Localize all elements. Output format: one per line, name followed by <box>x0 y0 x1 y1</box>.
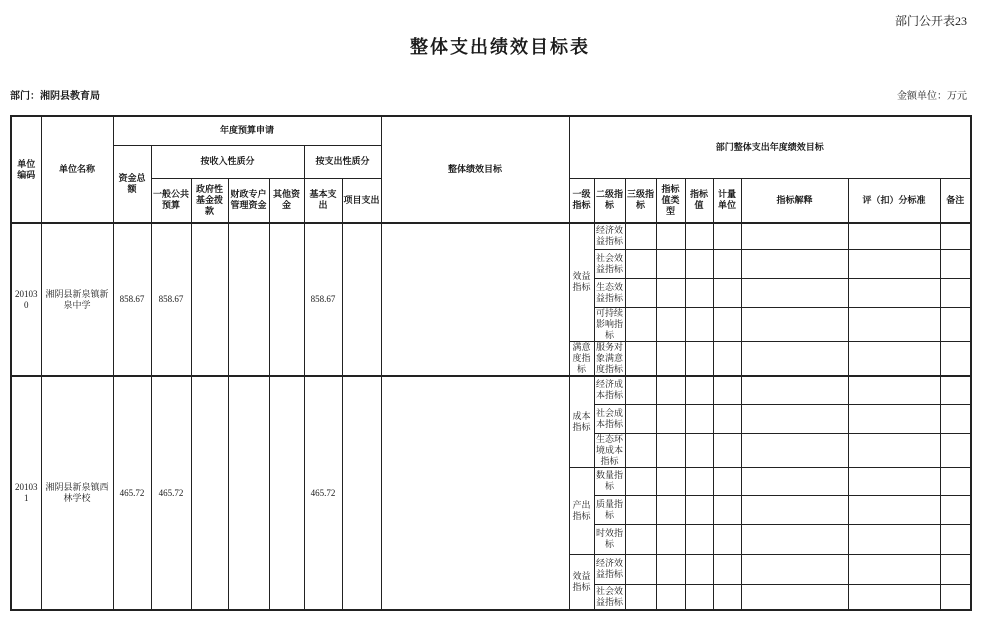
unit-of-measure-cell <box>713 404 741 433</box>
header-general-public-budget: 一般公共预算 <box>151 178 191 223</box>
level3-indicator-cell <box>625 467 656 495</box>
indicator-value-type-cell <box>656 278 685 307</box>
header-annual-budget-request: 年度预算申请 <box>113 116 381 145</box>
level3-indicator-cell <box>625 307 656 341</box>
scoring-standard-cell <box>848 278 940 307</box>
level3-indicator-cell <box>625 404 656 433</box>
indicator-value-type-cell <box>656 223 685 249</box>
level3-indicator-cell <box>625 524 656 554</box>
unit-of-measure-cell <box>713 249 741 278</box>
unit-of-measure-cell <box>713 376 741 404</box>
indicator-explanation-cell <box>741 467 848 495</box>
fiscal-account-cell <box>228 376 269 610</box>
level2-indicator-cell: 社会成本指标 <box>594 404 625 433</box>
level2-indicator-cell: 生态环境成本指标 <box>596 433 624 466</box>
remark-cell <box>940 223 971 249</box>
header-level3-indicator: 三级指标 <box>625 178 656 223</box>
indicator-explanation-cell <box>741 554 848 584</box>
unit-code-cell: 201030 <box>11 223 41 376</box>
header-level2-indicator: 二级指标 <box>594 178 625 223</box>
indicator-value-type-cell <box>656 307 685 341</box>
remark-cell <box>940 249 971 278</box>
project-expenditure-cell <box>342 223 381 376</box>
unit-of-measure-cell <box>713 278 741 307</box>
indicator-value-cell <box>685 341 713 376</box>
level2-indicator-cell: 经济效益指标 <box>594 223 625 249</box>
level3-indicator-cell <box>625 249 656 278</box>
department-label: 部门：湘阴县教育局 <box>10 91 100 102</box>
gov-fund-cell <box>191 376 228 610</box>
table-row <box>11 376 971 404</box>
remark-cell <box>940 554 971 584</box>
unit-of-measure-cell <box>713 584 741 610</box>
unit-of-measure-cell <box>713 433 741 467</box>
scoring-standard-cell <box>848 249 940 278</box>
general-public-budget-cell: 858.67 <box>151 223 191 376</box>
header-indicator-value: 指标值 <box>685 178 713 223</box>
header-total-funds: 资金总额 <box>113 145 151 223</box>
indicator-value-type-cell <box>656 404 685 433</box>
header-unit-name: 单位名称 <box>41 116 113 223</box>
page-title: 整体支出绩效目标表 <box>410 37 590 57</box>
indicator-value-type-cell <box>656 524 685 554</box>
unit-of-measure-cell <box>713 554 741 584</box>
indicator-value-type-cell <box>656 495 685 524</box>
indicator-explanation-cell <box>741 278 848 307</box>
level2-indicator-cell: 时效指标 <box>594 524 625 554</box>
level1-indicator-cell: 效益指标 <box>569 554 594 610</box>
indicator-value-cell <box>685 223 713 249</box>
level2-indicator-cell: 服务对象满意度指标 <box>594 341 625 376</box>
header-unit-code: 单位编码 <box>11 116 41 223</box>
scoring-standard-cell <box>848 554 940 584</box>
level2-indicator-cell: 可持续影响指标 <box>596 307 624 340</box>
unit-of-measure-cell <box>713 467 741 495</box>
indicator-explanation-cell <box>741 223 848 249</box>
indicator-explanation-cell <box>741 341 848 376</box>
level3-indicator-cell <box>625 223 656 249</box>
indicator-value-type-cell <box>656 376 685 404</box>
overall-target-cell <box>381 223 569 376</box>
doc-number: 部门公开表23 <box>894 14 967 28</box>
scoring-standard-cell <box>848 376 940 404</box>
indicator-value-type-cell <box>656 341 685 376</box>
performance-table <box>10 115 972 611</box>
indicator-explanation-cell <box>741 524 848 554</box>
level3-indicator-cell <box>625 433 656 467</box>
level2-indicator-cell: 社会效益指标 <box>594 249 625 278</box>
other-funds-cell <box>269 223 304 376</box>
level3-indicator-cell <box>625 495 656 524</box>
scoring-standard-cell <box>848 223 940 249</box>
header-basic-expenditure: 基本支出 <box>304 178 342 223</box>
remark-cell <box>940 278 971 307</box>
indicator-value-cell <box>685 467 713 495</box>
overall-target-cell <box>381 376 569 610</box>
indicator-value-cell <box>685 249 713 278</box>
indicator-explanation-cell <box>741 495 848 524</box>
indicator-value-cell <box>685 404 713 433</box>
unit-name-cell: 湘阴县新泉镇新泉中学 <box>41 223 113 376</box>
header-remarks: 备注 <box>940 178 971 223</box>
indicator-value-cell <box>685 433 713 467</box>
indicator-explanation-cell <box>741 433 848 467</box>
indicator-value-type-cell <box>656 249 685 278</box>
unit-code-cell: 201031 <box>11 376 41 610</box>
indicator-value-type-cell <box>656 467 685 495</box>
table-row <box>11 223 971 249</box>
indicator-value-type-cell <box>656 584 685 610</box>
fiscal-account-cell <box>228 223 269 376</box>
unit-of-measure-cell <box>713 223 741 249</box>
header-gov-fund-allocation: 政府性基金拨款 <box>191 178 228 223</box>
indicator-value-type-cell <box>656 554 685 584</box>
scoring-standard-cell <box>848 433 940 467</box>
header-row-1 <box>11 116 971 145</box>
unit-of-measure-cell <box>713 341 741 376</box>
header-by-expenditure-nature: 按支出性质分 <box>304 145 381 178</box>
header-by-income-nature: 按收入性质分 <box>151 145 304 178</box>
indicator-value-cell <box>685 307 713 341</box>
basic-expenditure-cell: 858.67 <box>304 223 342 376</box>
gov-fund-cell <box>191 223 228 376</box>
remark-cell <box>940 495 971 524</box>
level1-indicator-cell: 效益指标 <box>569 223 594 341</box>
scoring-standard-cell <box>848 495 940 524</box>
header-indicator-value-type: 指标值类型 <box>656 178 685 223</box>
indicator-value-cell <box>685 584 713 610</box>
unit-name-cell: 湘阴县新泉镇西林学校 <box>41 376 113 610</box>
level3-indicator-cell <box>625 554 656 584</box>
remark-cell <box>940 376 971 404</box>
indicator-explanation-cell <box>741 584 848 610</box>
header-fiscal-special-account: 财政专户管理资金 <box>228 178 269 223</box>
indicator-explanation-cell <box>741 249 848 278</box>
header-overall-performance-target: 整体绩效目标 <box>381 116 569 223</box>
indicator-value-cell <box>685 524 713 554</box>
unit-of-measure-cell <box>713 524 741 554</box>
header-level1-indicator: 一级指标 <box>569 178 594 223</box>
remark-cell <box>940 467 971 495</box>
remark-cell <box>940 524 971 554</box>
unit-of-measure-cell <box>713 307 741 341</box>
level1-indicator-cell: 满意度指标 <box>569 341 594 376</box>
remark-cell <box>940 433 971 467</box>
scoring-standard-cell <box>848 524 940 554</box>
header-scoring-standard: 评（扣）分标准 <box>848 178 940 223</box>
remark-cell <box>940 584 971 610</box>
level2-indicator-cell: 质量指标 <box>594 495 625 524</box>
scoring-standard-cell <box>848 584 940 610</box>
level2-indicator-cell: 经济成本指标 <box>594 376 625 404</box>
indicator-value-cell <box>685 376 713 404</box>
indicator-explanation-cell <box>741 376 848 404</box>
total-funds-cell: 465.72 <box>113 376 151 610</box>
level1-indicator-cell: 产出指标 <box>569 467 594 554</box>
scoring-standard-cell <box>848 467 940 495</box>
header-other-funds: 其他资金 <box>269 178 304 223</box>
level2-indicator-cell: 生态效益指标 <box>594 278 625 307</box>
remark-cell <box>940 341 971 376</box>
indicator-value-cell <box>685 495 713 524</box>
level3-indicator-cell <box>625 341 656 376</box>
scoring-standard-cell <box>848 341 940 376</box>
remark-cell <box>940 307 971 341</box>
indicator-value-cell <box>685 278 713 307</box>
scoring-standard-cell <box>848 307 940 341</box>
indicator-value-cell <box>685 554 713 584</box>
level2-indicator-cell: 经济效益指标 <box>594 554 625 584</box>
level2-indicator-cell: 数量指标 <box>594 467 625 495</box>
amount-unit-label: 金额单位：万元 <box>897 91 967 102</box>
level3-indicator-cell <box>625 376 656 404</box>
header-indicator-explanation: 指标解释 <box>741 178 848 223</box>
general-public-budget-cell: 465.72 <box>151 376 191 610</box>
level3-indicator-cell <box>625 278 656 307</box>
level3-indicator-cell <box>625 584 656 610</box>
project-expenditure-cell <box>342 376 381 610</box>
remark-cell <box>940 404 971 433</box>
other-funds-cell <box>269 376 304 610</box>
level1-indicator-cell: 成本指标 <box>569 376 594 467</box>
total-funds-cell: 858.67 <box>113 223 151 376</box>
header-dept-annual-performance-target: 部门整体支出年度绩效目标 <box>569 116 971 178</box>
header-project-expenditure: 项目支出 <box>342 178 381 223</box>
indicator-explanation-cell <box>741 307 848 341</box>
basic-expenditure-cell: 465.72 <box>304 376 342 610</box>
indicator-explanation-cell <box>741 404 848 433</box>
indicator-value-type-cell <box>656 433 685 467</box>
unit-of-measure-cell <box>713 495 741 524</box>
header-measure-unit: 计量单位 <box>713 178 741 223</box>
level2-indicator-cell: 社会效益指标 <box>594 584 625 610</box>
scoring-standard-cell <box>848 404 940 433</box>
